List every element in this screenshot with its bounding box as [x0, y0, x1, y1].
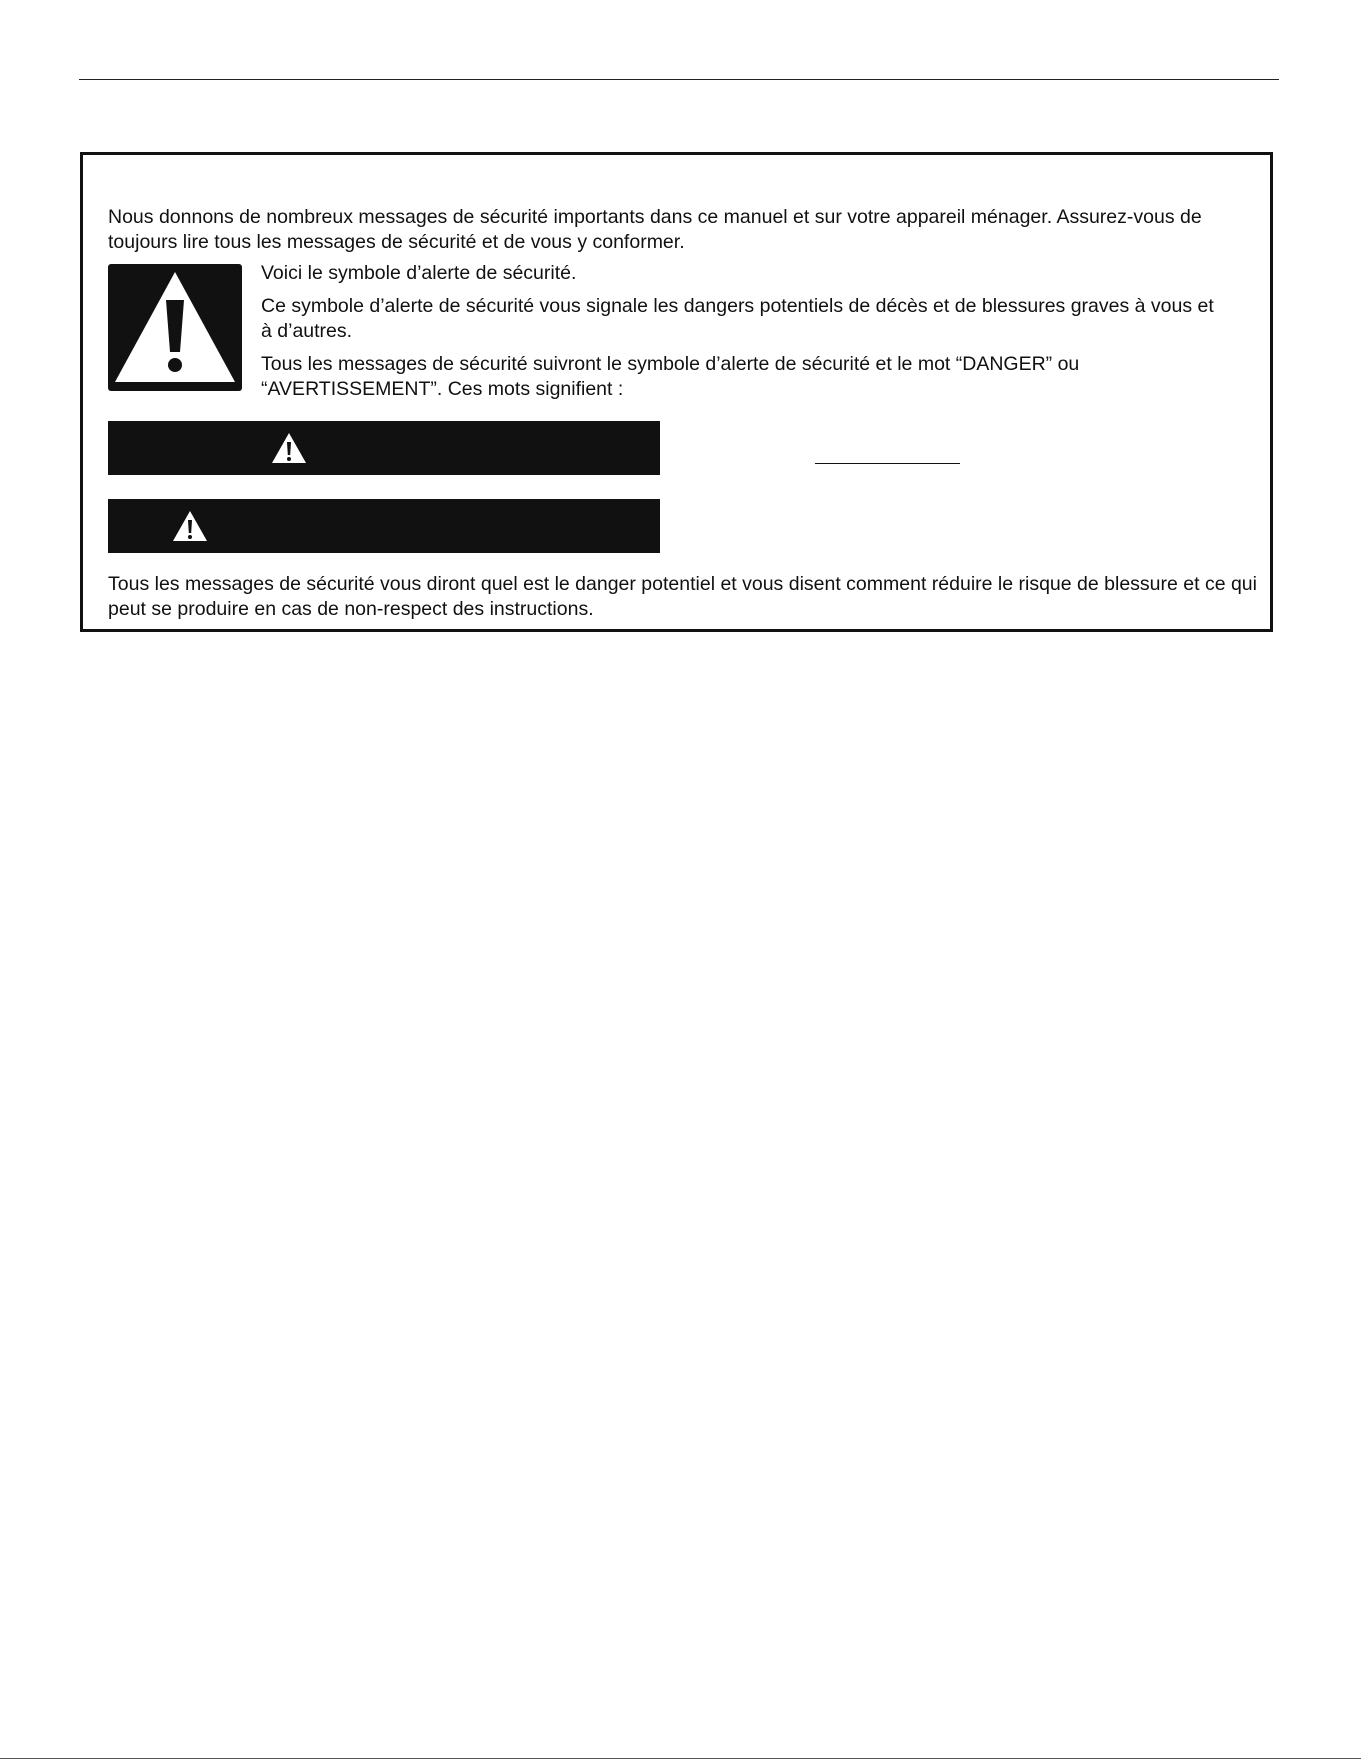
danger-signal-bar — [108, 421, 660, 475]
symbol-line-2: Ce symbole d’alerte de sécurité vous signale les dangers potentiels de décès et de blessures graves à vous et à d’autres. — [261, 295, 1214, 342]
warning-triangle-icon — [171, 509, 209, 543]
safety-alert-triangle-icon — [108, 264, 242, 391]
warning-signal-bar — [108, 499, 660, 553]
symbol-line-1: Voici le symbole d’alerte de sécurité. — [261, 262, 577, 284]
header-rule — [79, 79, 1279, 80]
footer-rule — [0, 1758, 1361, 1759]
safety-symbol-explanation — [261, 261, 1221, 410]
signal-word-underline — [815, 463, 960, 464]
safety-notice-box — [80, 152, 1273, 632]
intro-paragraph: Nous donnons de nombreux messages de sécurité importants dans ce manuel et sur votre appareil ménager. Assurez-vous de toujours lire tous les messages de sécurité et de vous y conformer. — [108, 206, 1202, 253]
symbol-line-3: Tous les messages de sécurité suivront le symbole d’alerte de sécurité et le mot “DANGER” ou “AVERTISSEMENT”. Ces mots signifient : — [261, 353, 1080, 400]
closing-paragraph: Tous les messages de sécurité vous diront quel est le danger potentiel et vous disent comment réduire le risque de blessure et ce qui peut se produire en cas de non-respect des instructions. — [108, 573, 1257, 620]
warning-triangle-icon — [270, 431, 308, 465]
